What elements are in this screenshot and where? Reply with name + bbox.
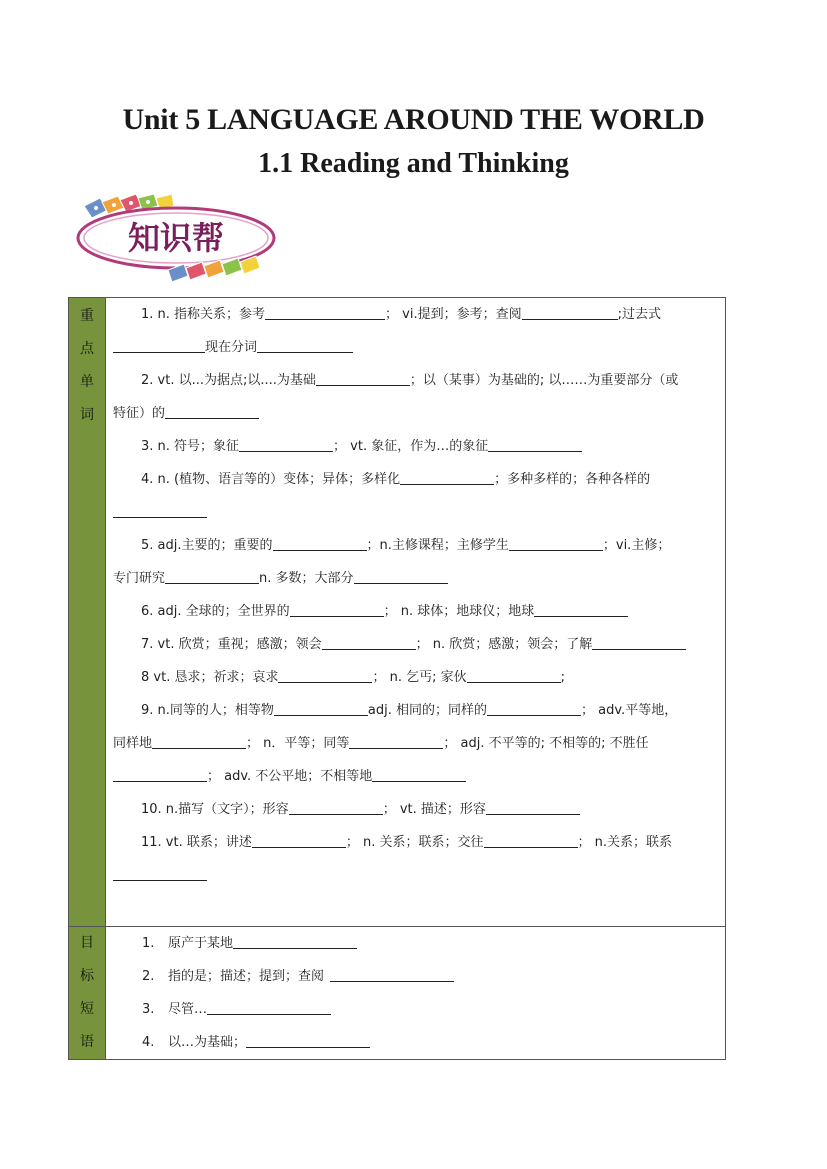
key-words-content bbox=[106, 298, 726, 927]
word-item-3: 3. n. 符号；象征 ； vt. 象征，作为…的象征 bbox=[106, 430, 725, 463]
answer-blank[interactable] bbox=[113, 767, 207, 782]
answer-blank[interactable] bbox=[246, 1033, 370, 1048]
knowledge-badge-logo bbox=[74, 192, 284, 284]
target-phrases-content bbox=[106, 927, 726, 1060]
answer-blank[interactable] bbox=[354, 569, 448, 584]
answer-blank[interactable] bbox=[257, 338, 353, 353]
key-words-label: 重 点 单 词 bbox=[69, 298, 106, 927]
word-item-9: 9. n.同等的人；相等物 adj. 相同的；同样的 ； adv.平等地， 同样地 ； n．平等；同等 ； adj. 不平等的; 不相等的; 不胜任 ； adv. 不公平地；不相等地 bbox=[113, 703, 678, 784]
answer-blank[interactable] bbox=[522, 305, 618, 320]
phrase-item-3: 3. 尽管… bbox=[106, 993, 725, 1026]
vocab-table bbox=[68, 297, 726, 1060]
answer-blank[interactable] bbox=[534, 602, 628, 617]
word-item-5: 5. adj.主要的；重要的 ；n.主修课程；主修学生 ；vi.主修； 专门研究 n. 多数；大部分 bbox=[113, 538, 671, 586]
word-item-4: 4. n. (植物、语言等的）变体；异体；多样化 ；多种多样的；各种各样的 bbox=[106, 463, 725, 529]
answer-blank[interactable] bbox=[290, 602, 384, 617]
title-line-1: Unit 5 LANGUAGE AROUND THE WORLD bbox=[122, 103, 705, 136]
answer-blank[interactable] bbox=[113, 866, 207, 881]
answer-blank[interactable] bbox=[252, 833, 346, 848]
phrase-item-1: 1. 原产于某地 bbox=[106, 927, 725, 960]
answer-blank[interactable] bbox=[372, 767, 466, 782]
answer-blank[interactable] bbox=[592, 635, 686, 650]
word-item-1: 1. n. 指称关系；参考 ； vi.提到；参考；查阅 ;过去式 现在分词 bbox=[106, 298, 725, 364]
answer-blank[interactable] bbox=[316, 371, 410, 386]
phrase-item-4: 4. 以…为基础； bbox=[106, 1026, 725, 1059]
answer-blank[interactable] bbox=[289, 800, 383, 815]
word-item-6: 6. adj. 全球的；全世界的 ； n. 球体；地球仪；地球 bbox=[106, 595, 725, 628]
answer-blank[interactable] bbox=[349, 734, 443, 749]
answer-blank[interactable] bbox=[278, 668, 372, 683]
answer-blank[interactable] bbox=[207, 1000, 331, 1015]
answer-blank[interactable] bbox=[486, 800, 580, 815]
answer-blank[interactable] bbox=[273, 536, 367, 551]
title-line-2: 1.1 Reading and Thinking bbox=[258, 148, 569, 179]
target-phrases-label: 目 标 短 语 bbox=[69, 927, 106, 1060]
badge-text: 知识帮 bbox=[127, 219, 225, 257]
word-item-10: 10. n.描写（文字）；形容 ； vt. 描述；形容 bbox=[106, 793, 725, 826]
target-phrases-row bbox=[69, 927, 726, 1060]
answer-blank[interactable] bbox=[113, 503, 207, 518]
answer-blank[interactable] bbox=[239, 437, 333, 452]
answer-blank[interactable] bbox=[330, 967, 454, 982]
answer-blank[interactable] bbox=[467, 668, 561, 683]
key-words-row bbox=[69, 298, 726, 927]
answer-blank[interactable] bbox=[113, 338, 205, 353]
answer-blank[interactable] bbox=[274, 701, 368, 716]
word-item-2: 2. vt. 以...为据点;以....为基础 ；以（某事）为基础的; 以……为重要部分（或 特征）的 bbox=[113, 373, 679, 421]
answer-blank[interactable] bbox=[165, 404, 259, 419]
answer-blank[interactable] bbox=[322, 635, 416, 650]
answer-blank[interactable] bbox=[488, 437, 582, 452]
answer-blank[interactable] bbox=[400, 470, 494, 485]
phrase-item-2: 2. 指的是；描述；提到；查阅 bbox=[106, 960, 725, 993]
word-item-11: 11. vt. 联系；讲述 ； n. 关系；联系；交往 ； n.关系；联系 bbox=[106, 826, 725, 892]
answer-blank[interactable] bbox=[165, 569, 259, 584]
answer-blank[interactable] bbox=[509, 536, 603, 551]
answer-blank[interactable] bbox=[265, 305, 385, 320]
word-item-8: 8 vt. 恳求；祈求；哀求 ； n. 乞丐; 家伙 ; bbox=[141, 670, 566, 685]
answer-blank[interactable] bbox=[233, 934, 357, 949]
answer-blank[interactable] bbox=[487, 701, 581, 716]
answer-blank[interactable] bbox=[484, 833, 578, 848]
answer-blank[interactable] bbox=[152, 734, 246, 749]
word-item-7: 7. vt. 欣赏；重视；感激；领会 ； n. 欣赏；感激；领会；了解 bbox=[106, 628, 725, 661]
